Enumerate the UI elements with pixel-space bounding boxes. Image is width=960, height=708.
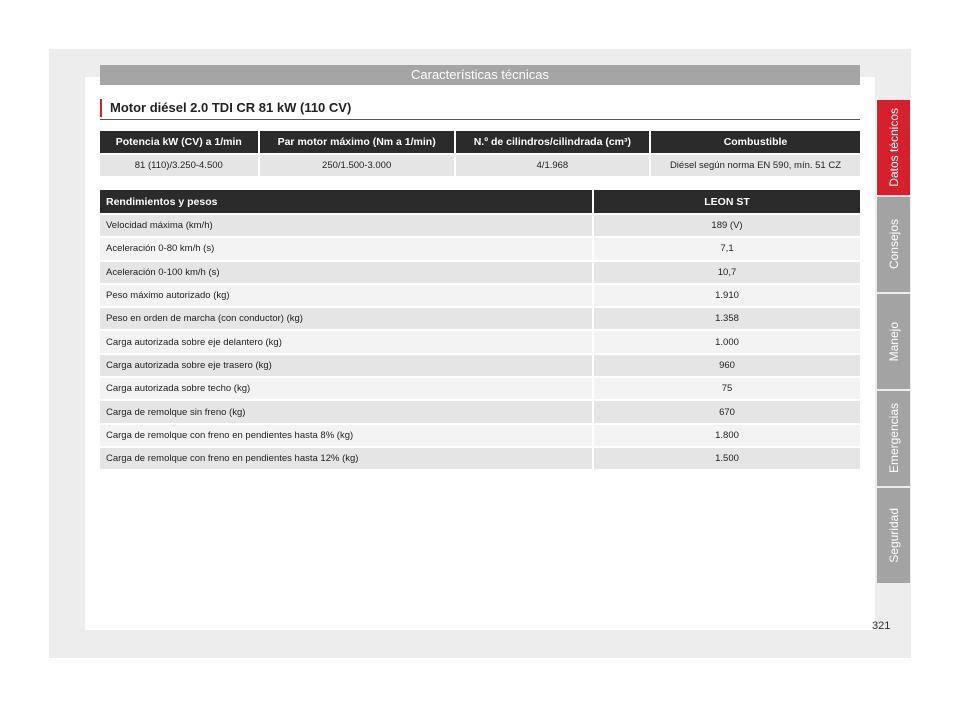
- row-label: Aceleración 0-100 km/h (s): [100, 262, 592, 283]
- row-value: 960: [594, 355, 860, 376]
- row-label: Carga de remolque con freno en pendientes hasta 12% (kg): [100, 448, 592, 469]
- row-label: Carga de remolque con freno en pendientes hasta 8% (kg): [100, 425, 592, 446]
- row-label: Carga de remolque sin freno (kg): [100, 401, 592, 422]
- table-row: [100, 425, 860, 446]
- header-power: Potencia kW (CV) a 1/min: [100, 131, 258, 153]
- header-torque: Par motor máximo (Nm a 1/min): [260, 131, 454, 153]
- table-row: [100, 238, 860, 259]
- row-label: Carga autorizada sobre eje trasero (kg): [100, 355, 592, 376]
- engine-table-header: [100, 131, 860, 153]
- performance-table: [98, 188, 862, 471]
- row-value: 1.910: [594, 285, 860, 306]
- section-title-rule: [100, 119, 860, 120]
- chapter-banner: Características técnicas: [100, 65, 860, 85]
- tab-label: Consejos: [886, 219, 901, 270]
- row-label: Peso máximo autorizado (kg): [100, 285, 592, 306]
- tab-label: Datos técnicos: [886, 108, 901, 187]
- row-value: 10,7: [594, 262, 860, 283]
- engine-table: [98, 129, 862, 178]
- header-model: LEON ST: [594, 190, 860, 213]
- header-performance: Rendimientos y pesos: [100, 190, 592, 213]
- table-row: [100, 331, 860, 352]
- tab-consejos[interactable]: [877, 197, 910, 292]
- tab-label: Emergencias: [886, 403, 901, 474]
- cell-cylinders: 4/1.968: [456, 155, 649, 176]
- engine-table-row: [100, 155, 860, 176]
- table-row: [100, 285, 860, 306]
- table-row: [100, 355, 860, 376]
- table-row: [100, 401, 860, 422]
- tab-label: Seguridad: [886, 508, 901, 563]
- row-value: 1.800: [594, 425, 860, 446]
- page-number: 321: [872, 620, 891, 632]
- tab-label: Manejo: [886, 321, 901, 362]
- table-row: [100, 378, 860, 399]
- table-row: [100, 448, 860, 469]
- section-title: Motor diésel 2.0 TDI CR 81 kW (110 CV): [100, 99, 351, 117]
- row-label: Carga autorizada sobre eje delantero (kg): [100, 331, 592, 352]
- tab-emergencias[interactable]: [877, 391, 910, 486]
- row-label: Carga autorizada sobre techo (kg): [100, 378, 592, 399]
- row-value: 7,1: [594, 238, 860, 259]
- row-value: 1.000: [594, 331, 860, 352]
- row-value: 1.500: [594, 448, 860, 469]
- header-cylinders: N.º de cilindros/cilindrada (cm³): [456, 131, 649, 153]
- tab-datos-tecnicos[interactable]: [877, 100, 910, 195]
- tab-seguridad[interactable]: [877, 488, 910, 583]
- row-label: Peso en orden de marcha (con conductor) (kg): [100, 308, 592, 329]
- row-value: 189 (V): [594, 215, 860, 236]
- row-value: 75: [594, 378, 860, 399]
- cell-power: 81 (110)/3.250-4.500: [100, 155, 258, 176]
- cell-fuel: Diésel según norma EN 590, mín. 51 CZ: [651, 155, 860, 176]
- row-value: 670: [594, 401, 860, 422]
- table-row: [100, 262, 860, 283]
- header-fuel: Combustible: [651, 131, 860, 153]
- row-label: Velocidad máxima (km/h): [100, 215, 592, 236]
- cell-torque: 250/1.500-3.000: [260, 155, 454, 176]
- tab-manejo[interactable]: [877, 294, 910, 389]
- performance-table-header: [100, 190, 860, 213]
- row-label: Aceleración 0-80 km/h (s): [100, 238, 592, 259]
- table-row: [100, 215, 860, 236]
- row-value: 1.358: [594, 308, 860, 329]
- table-row: [100, 308, 860, 329]
